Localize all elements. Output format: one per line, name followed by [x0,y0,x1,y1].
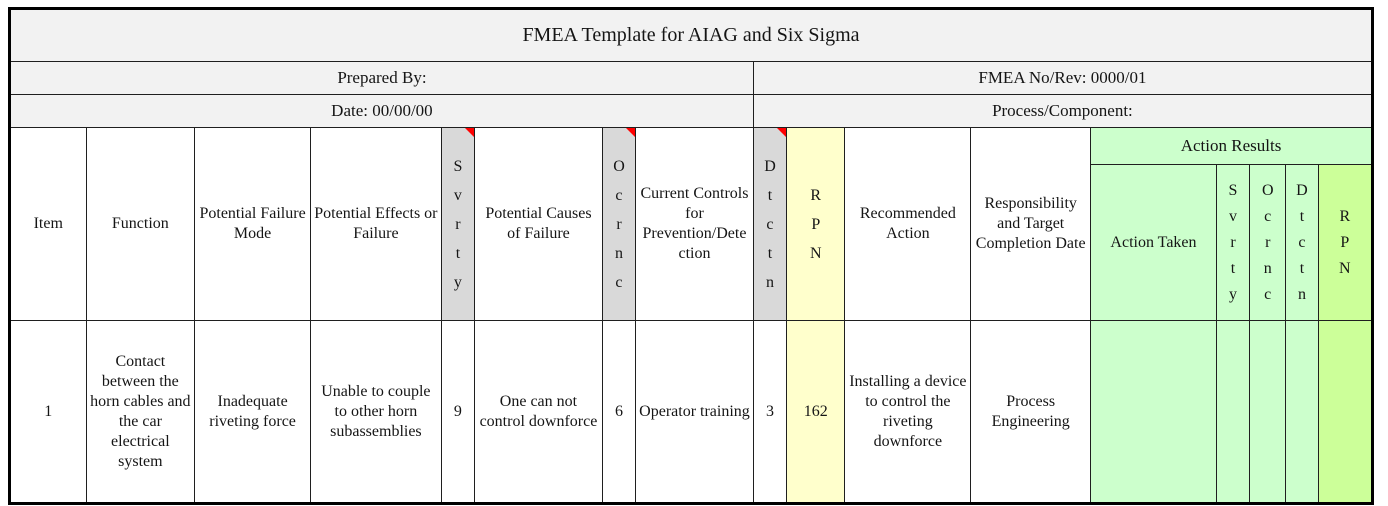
header-row [10,128,1373,165]
cell-function: Contact between the horn cables and the car electrical system [86,321,195,504]
occurrence-label: O c r n c [613,157,625,291]
action-results-header: Action Results [1091,128,1373,165]
fmea-table [8,7,1374,505]
col-header-ar-detection: D t c t n [1286,165,1318,321]
comment-marker-icon [777,128,786,137]
col-header-potential-failure-mode: Potential Failure Mode [195,128,311,321]
comment-marker-icon [626,128,635,137]
col-header-function: Function [86,128,195,321]
col-header-ar-rpn: R P N [1318,165,1372,321]
cell-item: 1 [10,321,87,504]
cell-ar-detection [1286,321,1318,504]
col-header-potential-causes: Potential Causes of Failure [475,128,603,321]
document-title: FMEA Template for AIAG and Six Sigma [10,9,1373,62]
col-header-detection [753,128,786,321]
cell-effects: Unable to couple to other horn subassemblies [310,321,441,504]
cell-ar-rpn [1318,321,1372,504]
cell-recommended-action: Installing a device to control the riveting downforce [845,321,971,504]
detection-label: D t c t n [764,157,776,291]
date-cell: Date: 00/00/00 [10,95,754,128]
info-row-2 [10,95,1373,128]
table-row [10,321,1373,504]
cell-occurrence: 6 [602,321,635,504]
cell-severity: 9 [441,321,474,504]
title-row [10,9,1373,62]
col-header-severity [441,128,474,321]
cell-action-taken [1091,321,1217,504]
col-header-recommended-action: Recommended Action [845,128,971,321]
info-row-1 [10,62,1373,95]
col-header-ar-occurrence: O c r n c [1250,165,1286,321]
cell-causes: One can not control downforce [475,321,603,504]
cell-controls: Operator training [636,321,754,504]
col-header-action-taken: Action Taken [1091,165,1217,321]
col-header-current-controls: Current Controls for Prevention/Detection [636,128,754,321]
col-header-potential-effects: Potential Effects or Failure [310,128,441,321]
cell-rpn: 162 [787,321,845,504]
severity-label: S v r t y [453,157,463,291]
col-header-responsibility: Responsibility and Target Completion Date [971,128,1091,321]
cell-responsibility: Process Engineering [971,321,1091,504]
col-header-occurrence [602,128,635,321]
prepared-by-cell: Prepared By: [10,62,754,95]
col-header-item: Item [10,128,87,321]
comment-marker-icon [465,128,474,137]
cell-detection: 3 [753,321,786,504]
process-component-cell: Process/Component: [753,95,1372,128]
cell-ar-occurrence [1250,321,1286,504]
cell-ar-severity [1216,321,1249,504]
col-header-ar-severity: S v r t y [1216,165,1249,321]
col-header-rpn: R P N [787,128,845,321]
cell-failure-mode: Inadequate riveting force [195,321,311,504]
fmea-no-rev-cell: FMEA No/Rev: 0000/01 [753,62,1372,95]
